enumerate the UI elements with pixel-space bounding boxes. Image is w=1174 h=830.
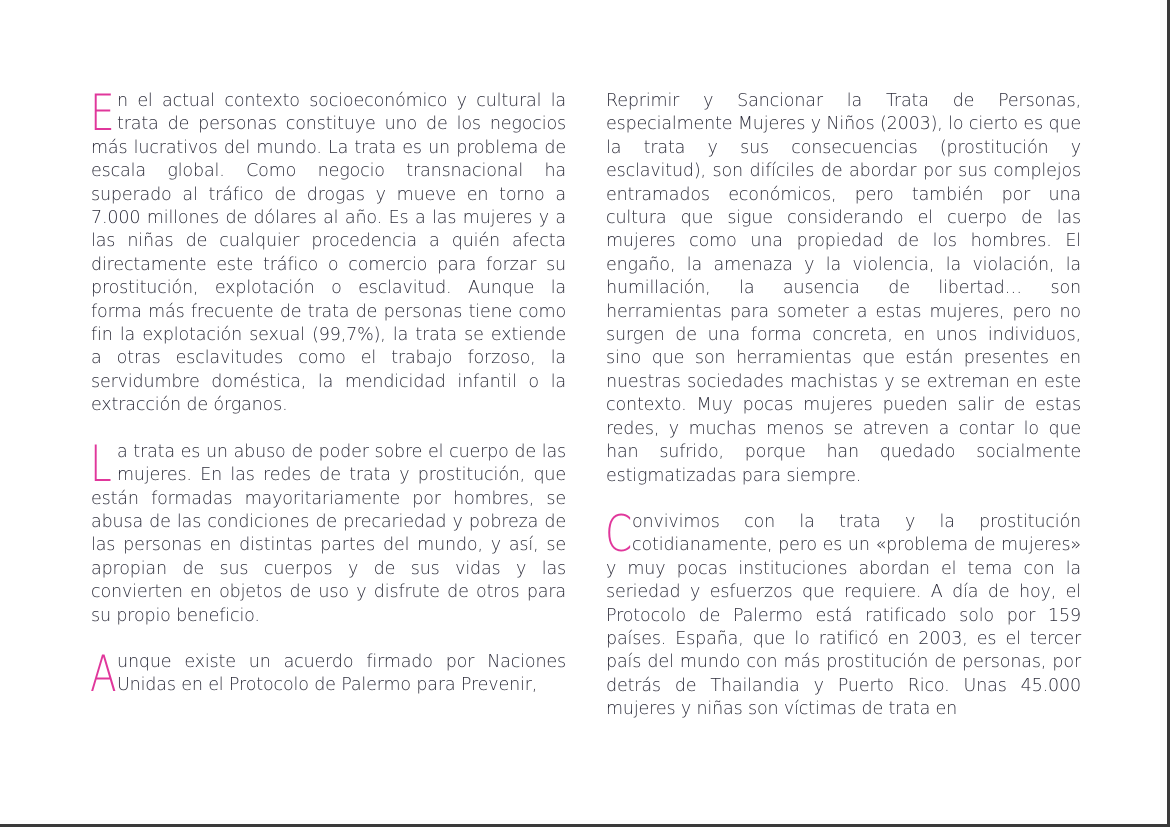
paragraph-text: n el actual contexto socioeconómico y cultural la trata de personas constituye uno de los negocios más lucrativos del mundo. La trata es un problema de escala global. Como negocio transnacional ha superado al tráfico de drogas y mueve en torno a 7.000 millones de dólares al año. Es a las mujeres y a las niñas de cualquier procedencia a quién afecta directamente este tráfico o comercio para forzar su prostitución, explotación o esclavitud. Aunque la forma más frecuente de trata de personas tiene como fin la explotación sexual (99,7%), la trata se extiende a otras esclavitudes como el trabajo forzoso, la servidumbre doméstica, la mendicidad infantil o la extracción de órganos. [91,91,566,416]
dropcap-e: E [90,84,115,142]
dropcap-c: C [605,504,633,563]
paragraph-5 [605,504,1081,722]
dropcap-l: L [90,434,112,493]
paragraph-1 [90,84,566,418]
paragraph-text: a trata es un abuso de poder sobre el cuerpo de las mujeres. En las redes de trata y prostitución, que están formadas mayoritariamente por hombres, se abusa de las condiciones de precariedad y pobreza de las personas en distintas partes del mundo, y así, se apropian de sus cuerpos y de sus vidas y las convierten en objetos de uso y disfrute de otros para su propio beneficio. [91,441,566,626]
paragraph-text: Reprimir y Sancionar la Trata de Personas, especialmente Mujeres y Niños (2003), lo cierto es que la trata y sus consecuencias (prostitución y esclavitud), son difíciles de abordar por sus complejos entramados económicos, pero también por una cultura que sigue considerando el cuerpo de las mujeres como una propiedad de los hombres. El engaño, la amenaza y la violencia, la violación, la humillación, la ausencia de libertad… son herramientas para someter a estas mujeres, pero no surgen de una forma concreta, en unos individuos, sino que son herramientas que están presentes en nuestras sociedades machistas y se extreman en este contexto. Muy pocas mujeres pueden salir de estas redes, y muchas menos se atreven a contar lo que han sufrido, porque han quedado socialmente estigmatizadas para siempre. [606,91,1081,486]
paragraph-text: unque existe un acuerdo firmado por Naciones Unidas en el Protocolo de Palermo para Prevenir, [117,651,566,696]
paragraph-text: onvivimos con la trata y la prostitución cotidianamente, pero es un «problema de mujeres» y muy pocas instituciones abordan el tema con la seriedad y esfuerzos que requiere. A día de hoy, el Protocolo de Palermo está ratificado solo por 159 países. España, que lo ratificó en 2003, es el tercer país del mundo con más prostitución de personas, por detrás de Thailandia y Puerto Rico. Unas 45.000 mujeres y niñas son víctimas de trata en [606,511,1081,720]
right-column [606,90,1081,745]
paragraph-3 [90,644,566,703]
paragraph-4 [606,90,1081,488]
paragraph-2 [90,434,566,628]
dropcap-a: A [90,644,117,703]
left-column [90,84,566,721]
